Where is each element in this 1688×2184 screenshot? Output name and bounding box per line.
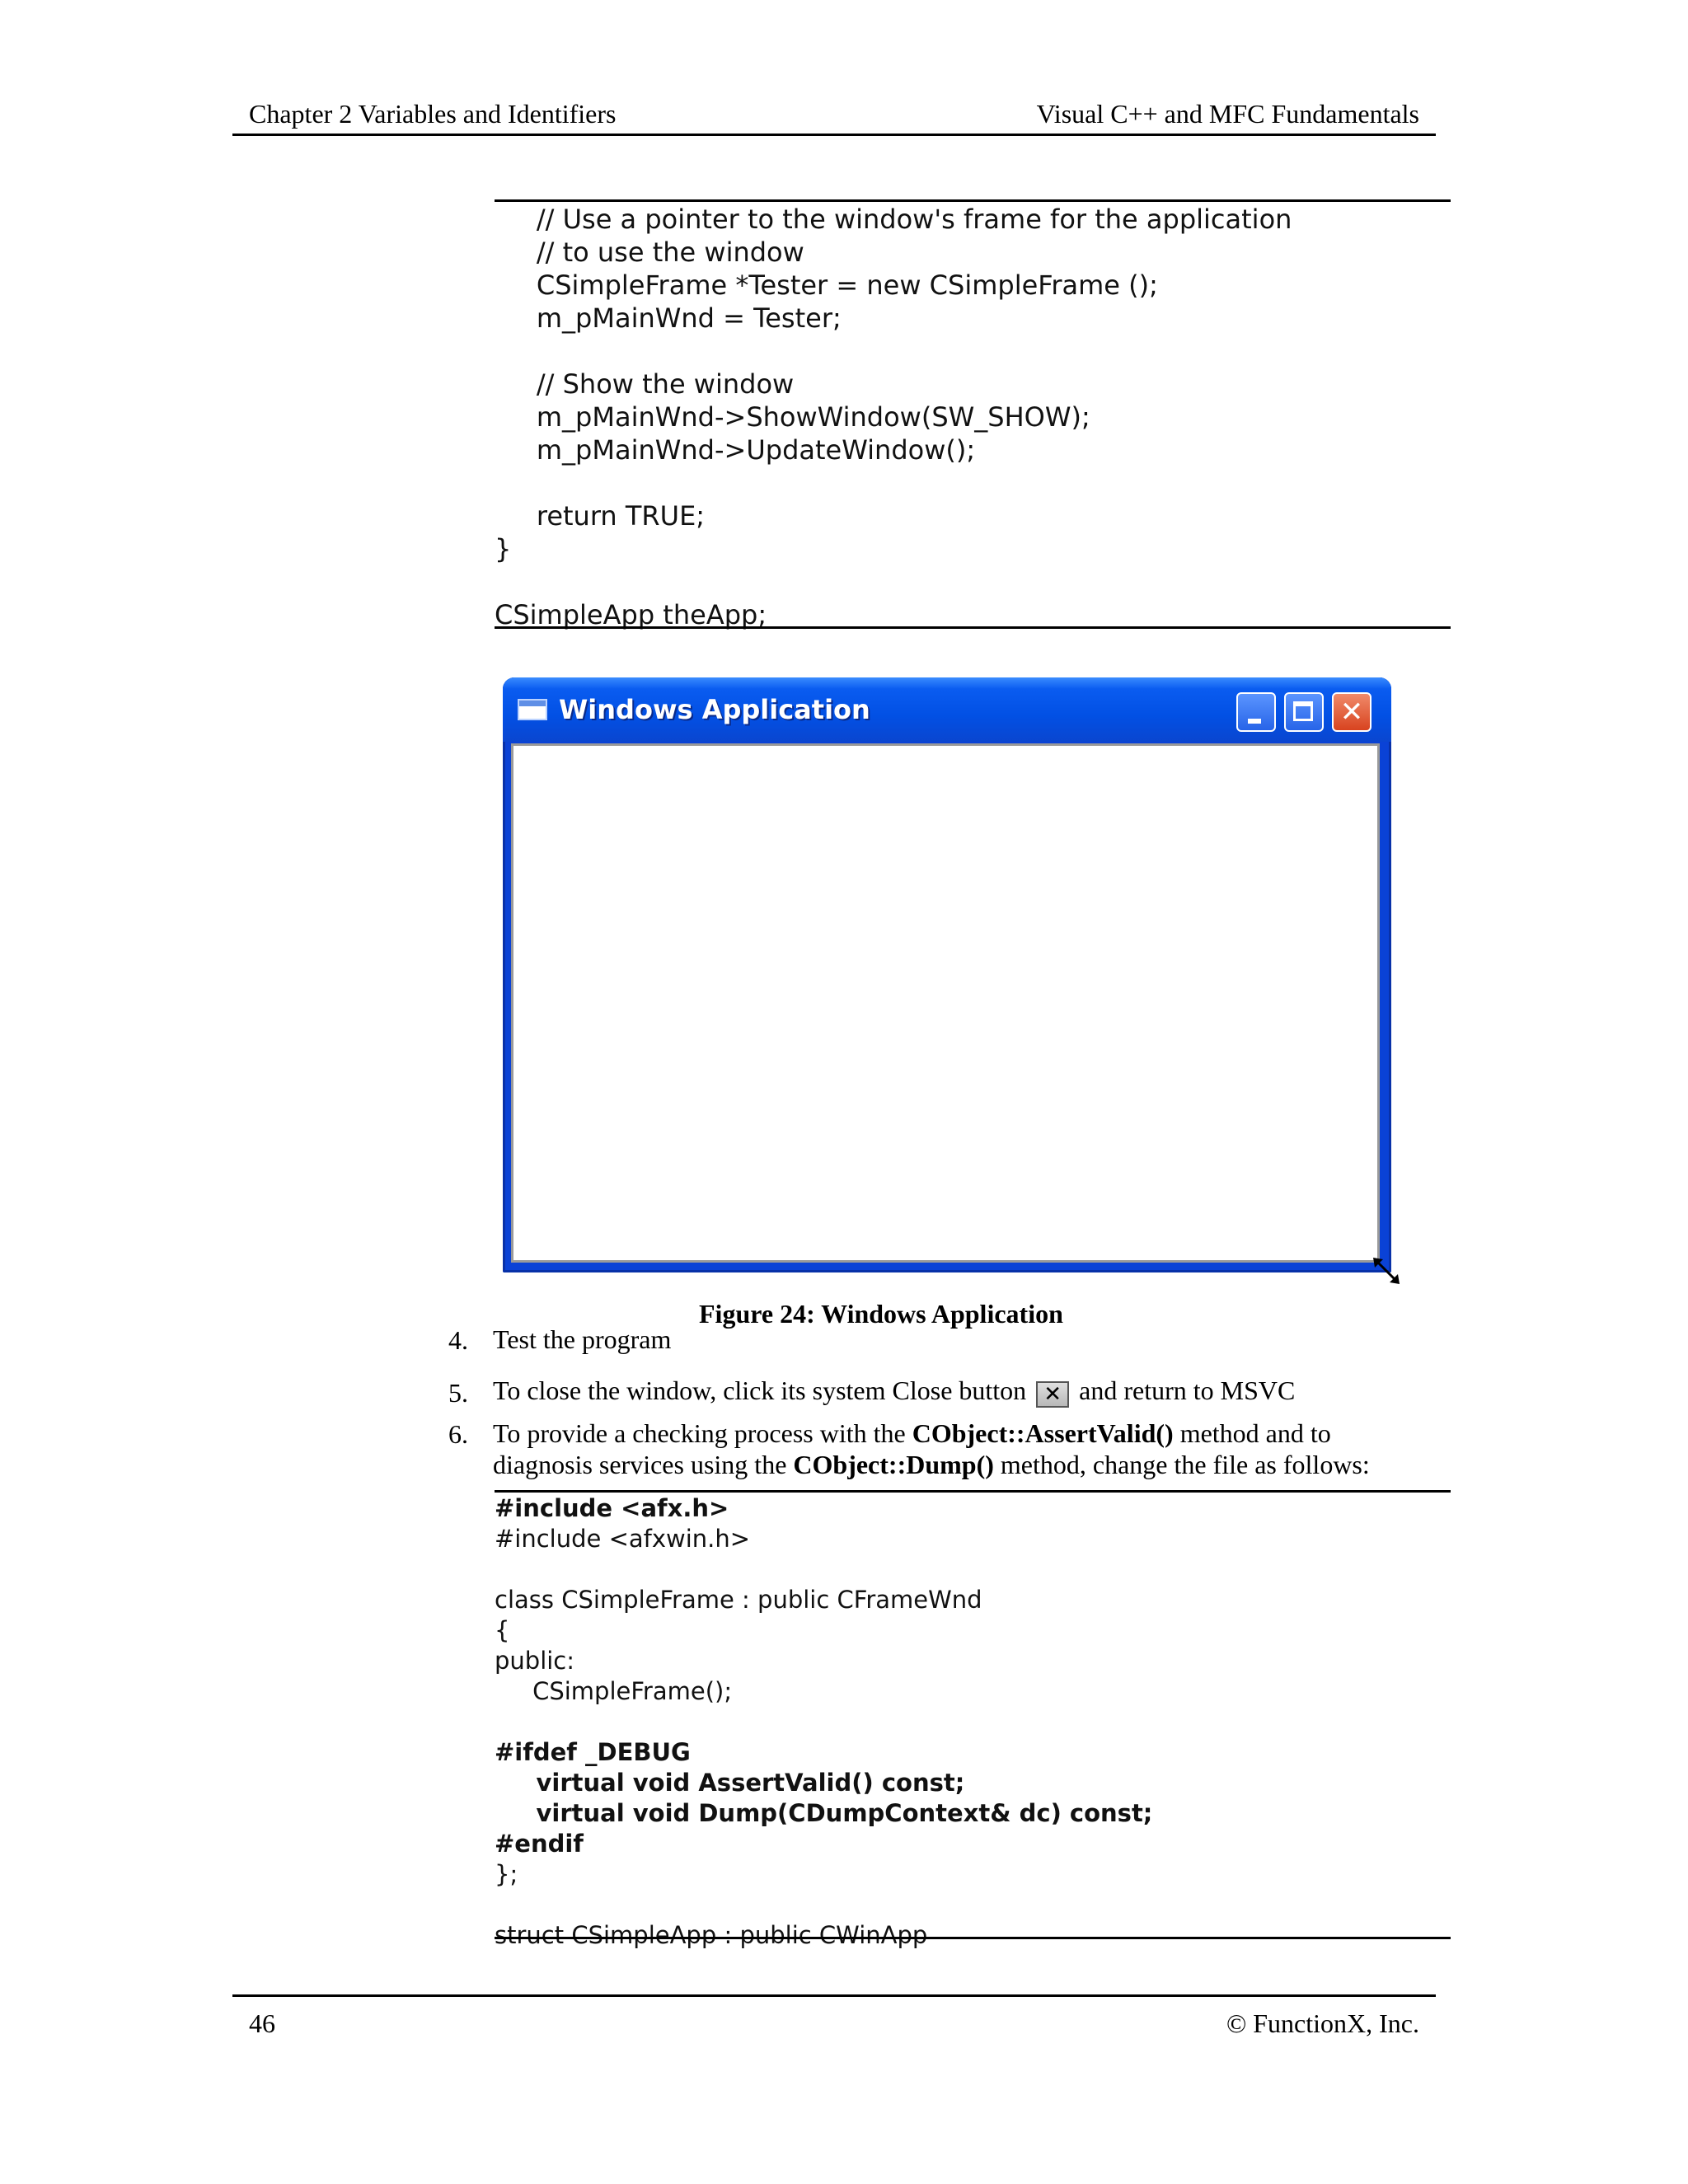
code-line: m_pMainWnd->ShowWindow(SW_SHOW); <box>495 401 1090 433</box>
maximize-icon <box>1293 701 1313 721</box>
step-text-part: method and to <box>1173 1418 1331 1448</box>
code-line <box>495 466 1292 499</box>
code-block-top-rule <box>495 1490 1451 1493</box>
windows-application-window <box>503 677 1391 1272</box>
step-text-part: diagnosis services using the <box>493 1450 794 1479</box>
step-number: 5. <box>448 1378 468 1408</box>
close-icon: ✕ <box>1339 696 1364 729</box>
code-line: CSimpleFrame *Tester = new CSimpleFrame (); <box>495 269 1158 301</box>
code-line: // Show the window <box>495 368 795 400</box>
code-block-1 <box>495 203 1292 631</box>
code-line: CSimpleApp theApp; <box>495 599 767 630</box>
method-name: CObject::Dump() <box>793 1450 994 1479</box>
step-text <box>493 1418 1370 1480</box>
code-line <box>495 1554 1152 1585</box>
code-line: class CSimpleFrame : public CFrameWnd <box>495 1586 982 1614</box>
code-line: public: <box>495 1647 575 1675</box>
method-name: CObject::AssertValid() <box>912 1418 1174 1448</box>
code-line: CSimpleFrame(); <box>495 1677 733 1705</box>
code-line: struct CSimpleApp : public CWinApp <box>495 1921 928 1949</box>
step-text-part: To provide a checking process with the <box>493 1418 912 1448</box>
book-title: Visual C++ and MFC Fundamentals <box>1036 99 1419 129</box>
close-button[interactable] <box>1332 692 1372 732</box>
maximize-button[interactable] <box>1284 692 1324 732</box>
resize-grip-icon[interactable] <box>1372 1256 1401 1286</box>
title-bar[interactable] <box>503 677 1391 742</box>
client-area <box>511 743 1380 1263</box>
page-header <box>232 97 1436 136</box>
code-line: #include <afx.h> <box>495 1494 729 1522</box>
code-line: // Use a pointer to the window's frame for the application <box>495 204 1292 235</box>
code-line: virtual void Dump(CDumpContext& dc) const; <box>495 1799 1153 1827</box>
code-line: m_pMainWnd->UpdateWindow(); <box>495 434 976 466</box>
code-line: // to use the window <box>495 237 804 268</box>
code-block-2 <box>495 1493 1152 1951</box>
step-text-part: method, change the file as follows: <box>993 1450 1370 1479</box>
window-title: Windows Application <box>559 694 870 725</box>
code-line: } <box>495 533 512 565</box>
code-line: { <box>495 1616 510 1644</box>
app-icon[interactable] <box>518 699 547 720</box>
figure-caption: Figure 24: Windows Application <box>699 1299 1063 1329</box>
step-text-part: To close the window, click its system Close button <box>493 1376 1027 1405</box>
step-text <box>493 1375 1295 1408</box>
step-text: Test the program <box>493 1324 672 1354</box>
code-line <box>495 1890 1152 1920</box>
chapter-title: Chapter 2 Variables and Identifiers <box>249 99 617 129</box>
copyright: © FunctionX, Inc. <box>1226 2008 1419 2038</box>
step-text-part: and return to MSVC <box>1079 1376 1296 1405</box>
code-line: virtual void AssertValid() const; <box>495 1769 965 1797</box>
step-number: 6. <box>448 1419 468 1449</box>
minimize-icon <box>1248 719 1261 724</box>
code-block-bottom-rule <box>495 1937 1451 1939</box>
code-line: }; <box>495 1860 518 1888</box>
close-button-icon: ✕ <box>1036 1381 1069 1408</box>
code-line: #include <afxwin.h> <box>495 1525 751 1553</box>
code-line <box>495 1707 1152 1737</box>
code-line <box>495 565 1292 598</box>
page-number: 46 <box>249 2008 275 2038</box>
code-line: #ifdef _DEBUG <box>495 1738 691 1766</box>
minimize-button[interactable] <box>1236 692 1276 732</box>
code-line: m_pMainWnd = Tester; <box>495 302 842 334</box>
page-footer <box>232 1994 1436 2038</box>
code-line <box>495 335 1292 368</box>
code-line: return TRUE; <box>495 500 706 532</box>
step-number: 4. <box>448 1325 468 1355</box>
code-block-bottom-rule <box>495 626 1451 629</box>
code-block-top-rule <box>495 199 1451 202</box>
code-line: #endif <box>495 1830 584 1858</box>
